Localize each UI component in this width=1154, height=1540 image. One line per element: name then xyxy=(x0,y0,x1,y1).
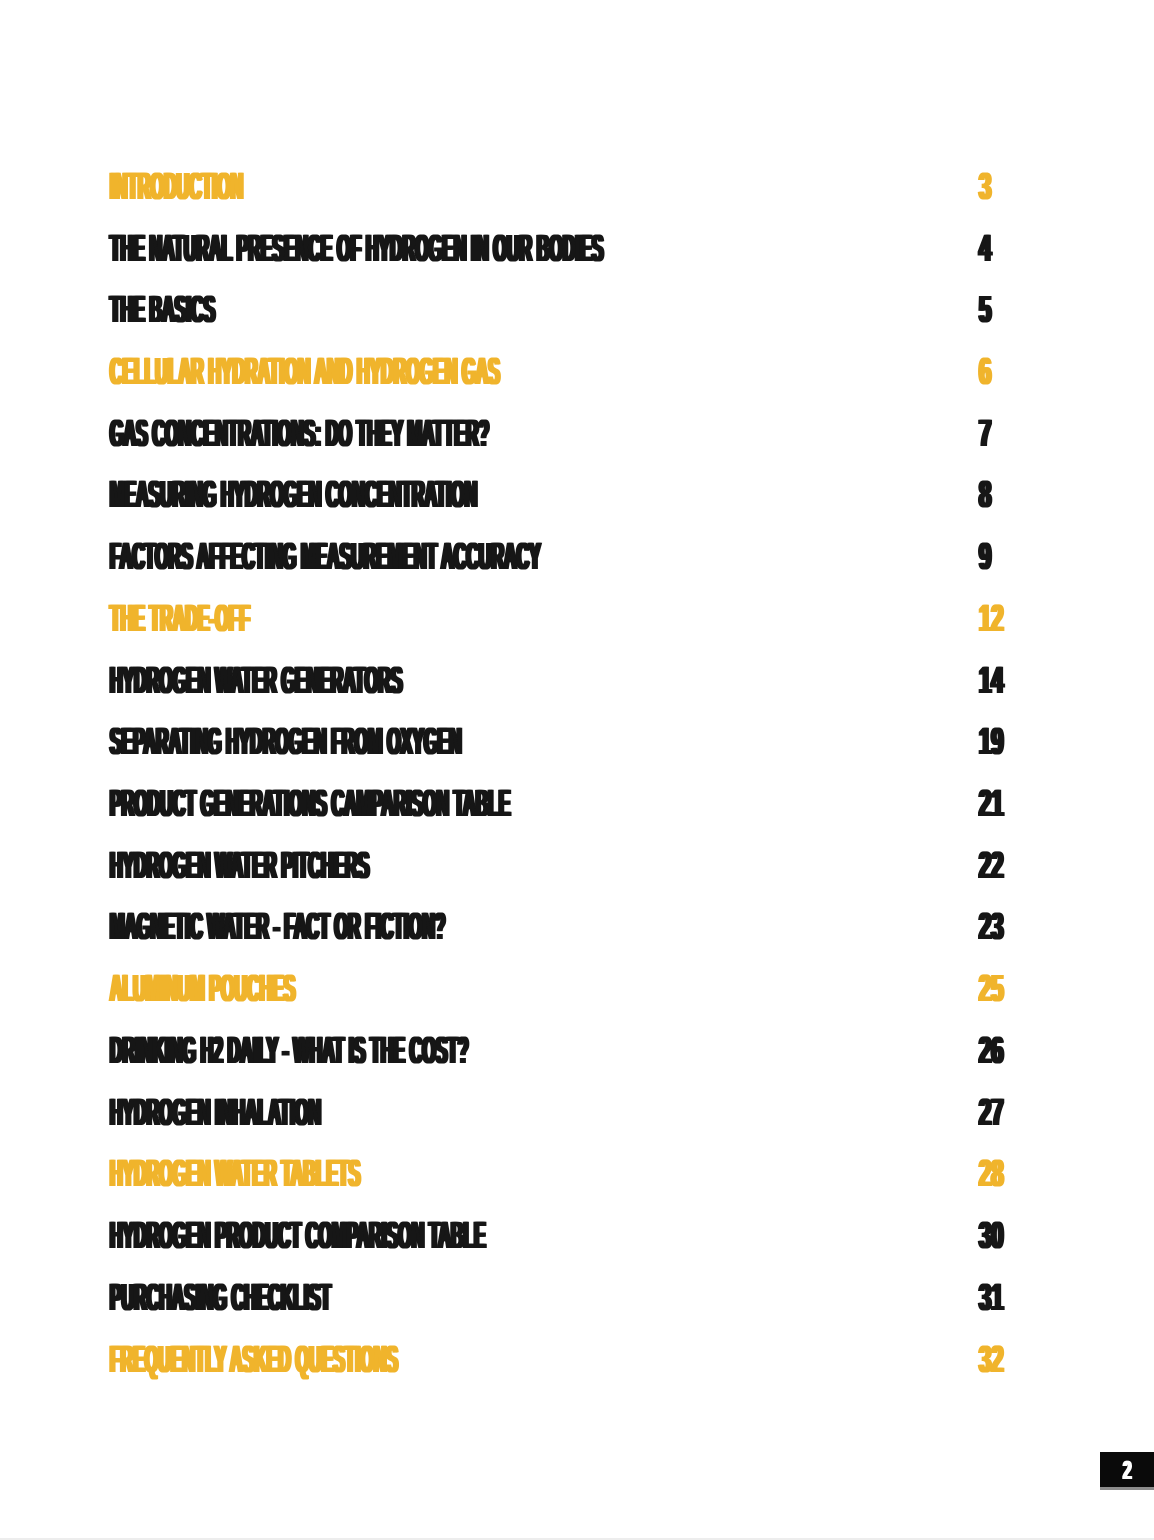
toc-entry-title: FREQUENTLY ASKED QUESTIONS xyxy=(110,1338,398,1381)
toc-row xyxy=(110,526,1090,588)
toc-row xyxy=(110,650,1090,712)
toc-entry-title: THE TRADE-OFF xyxy=(110,597,250,640)
toc-row xyxy=(110,1144,1090,1206)
toc-entry-page-number: 3 xyxy=(979,165,992,208)
toc-row xyxy=(110,711,1090,773)
toc-entry-title: MEASURING HYDROGEN CONCENTRATION xyxy=(110,474,478,517)
toc-entry-title: ALUMINUM POUCHES xyxy=(110,968,296,1011)
toc-entry-title: CELLULAR HYDRATION AND HYDROGEN GAS xyxy=(110,351,500,394)
toc-entry-page-number: 5 xyxy=(979,289,992,332)
toc-entry-page-number: 22 xyxy=(979,844,1004,887)
toc-row xyxy=(110,341,1090,403)
toc-row xyxy=(110,156,1090,218)
toc-entry-title: HYDROGEN WATER GENERATORS xyxy=(110,659,403,702)
table-of-contents xyxy=(110,156,1090,1390)
toc-entry-page-number: 8 xyxy=(979,474,992,517)
toc-row xyxy=(110,403,1090,465)
toc-entry-title: PURCHASING CHECKLIST xyxy=(110,1276,331,1319)
toc-entry-page-number: 12 xyxy=(979,597,1004,640)
toc-entry-page-number: 32 xyxy=(979,1338,1004,1381)
toc-row xyxy=(110,1205,1090,1267)
toc-row xyxy=(110,588,1090,650)
page-number-badge xyxy=(1100,1452,1154,1487)
toc-entry-page-number: 9 xyxy=(979,536,992,579)
toc-row xyxy=(110,773,1090,835)
toc-entry-title: HYDROGEN INHALATION xyxy=(110,1091,321,1134)
toc-row xyxy=(110,1082,1090,1144)
toc-row xyxy=(110,1020,1090,1082)
toc-entry-page-number: 30 xyxy=(979,1215,1004,1258)
toc-entry-page-number: 28 xyxy=(979,1153,1004,1196)
toc-entry-page-number: 4 xyxy=(979,227,992,270)
toc-row xyxy=(110,1267,1090,1329)
toc-entry-title: SEPARATING HYDROGEN FROM OXYGEN xyxy=(110,721,462,764)
toc-entry-page-number: 23 xyxy=(979,906,1004,949)
toc-entry-page-number: 21 xyxy=(979,783,1004,826)
toc-row xyxy=(110,958,1090,1020)
toc-entry-title: HYDROGEN PRODUCT COMPARISON TABLE xyxy=(110,1215,486,1258)
toc-row xyxy=(110,279,1090,341)
toc-entry-page-number: 25 xyxy=(979,968,1004,1011)
toc-row xyxy=(110,897,1090,959)
toc-row xyxy=(110,835,1090,897)
toc-entry-page-number: 27 xyxy=(979,1091,1004,1134)
toc-row xyxy=(110,465,1090,527)
toc-entry-title: INTRODUCTION xyxy=(110,165,244,208)
toc-entry-page-number: 31 xyxy=(979,1276,1004,1319)
toc-entry-page-number: 14 xyxy=(979,659,1004,702)
toc-row xyxy=(110,218,1090,280)
toc-entry-title: PRODUCT GENERATIONS CAMPARISON TABLE xyxy=(110,783,511,826)
toc-entry-title: HYDROGEN WATER TABLETS xyxy=(110,1153,361,1196)
toc-entry-page-number: 26 xyxy=(979,1029,1004,1072)
toc-entry-page-number: 19 xyxy=(979,721,1004,764)
toc-entry-title: DRINKING H2 DAILY - WHAT IS THE COST? xyxy=(110,1029,469,1072)
toc-entry-title: THE BASICS xyxy=(110,289,216,332)
toc-entry-title: GAS CONCENTRATIONS: DO THEY MATTER? xyxy=(110,412,490,455)
toc-entry-title: MAGNETIC WATER - FACT OR FICTION? xyxy=(110,906,446,949)
page-number: 2 xyxy=(1122,1454,1132,1485)
toc-entry-title: THE NATURAL PRESENCE OF HYDROGEN IN OUR BODIES xyxy=(110,227,604,270)
toc-entry-title: FACTORS AFFECTING MEASUREMENT ACCURACY xyxy=(110,536,541,579)
toc-row xyxy=(110,1329,1090,1391)
toc-entry-page-number: 6 xyxy=(979,351,992,394)
toc-entry-title: HYDROGEN WATER PITCHERS xyxy=(110,844,370,887)
toc-entry-page-number: 7 xyxy=(979,412,992,455)
